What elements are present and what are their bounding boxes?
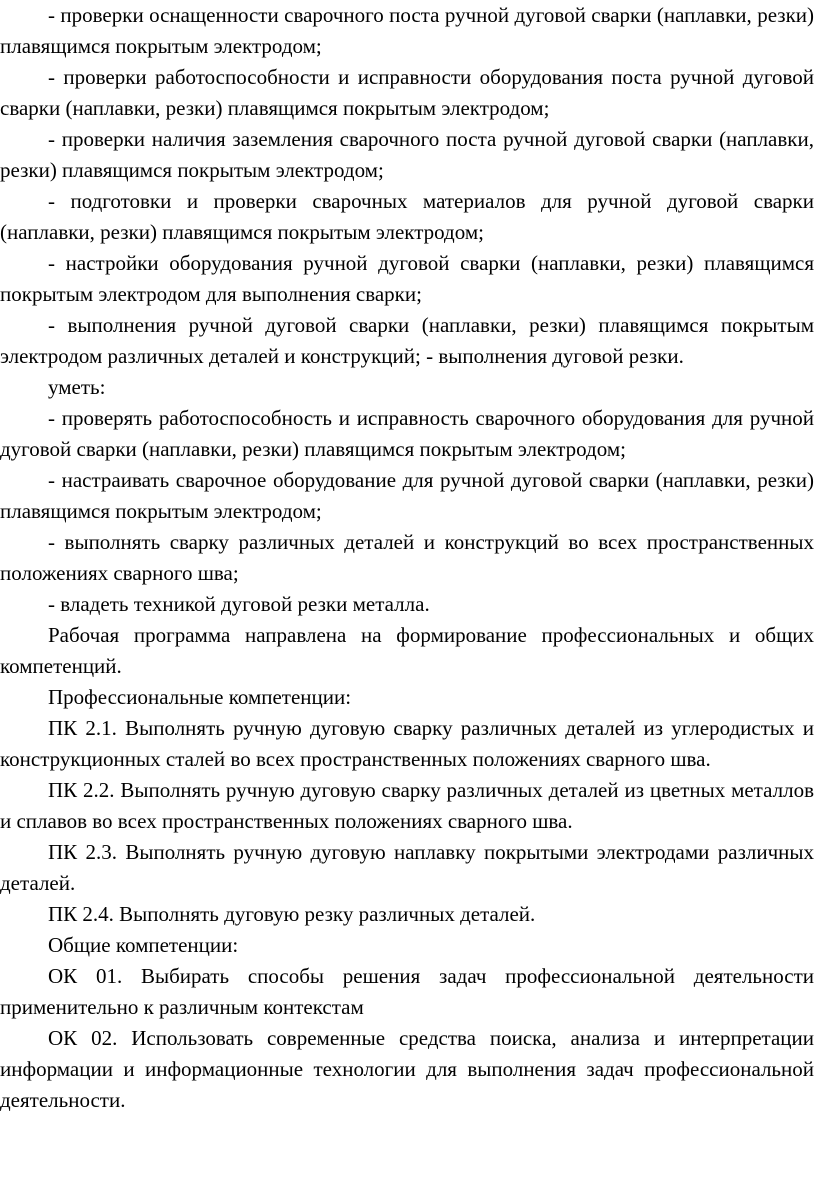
paragraph-general-competencies-heading: Общие компетенции: [48, 933, 239, 957]
paragraph-skill-setup-equipment: - настраивать сварочное оборудование для ручной дуговой сварки (наплавки, резки) плавящимся покрытым электродом; [0, 468, 814, 523]
paragraph-setup-equipment: - настройки оборудования ручной дуговой сварки (наплавки, резки) плавящимся покрытым электродом для выполнения сварки; [0, 251, 814, 306]
paragraph-ok-01: ОК 01. Выбирать способы решения задач профессиональной деятельности применительно к различным контекстам [0, 964, 814, 1019]
paragraph-professional-competencies-heading: Профессиональные компетенции: [48, 685, 352, 709]
paragraph-skill-welding-positions: - выполнять сварку различных деталей и конструкций во всех пространственных положениях сварного шва; [0, 530, 814, 585]
paragraph-skill-check-equipment: - проверять работоспособность и исправность сварочного оборудования для ручной дуговой сварки (наплавки, резки) плавящимся покрытым электродом; [0, 406, 814, 461]
paragraph-prepare-materials: - подготовки и проверки сварочных материалов для ручной дуговой сварки (наплавки, резки) плавящимся покрытым электродом; [0, 189, 814, 244]
paragraph-skills-heading: уметь: [48, 375, 106, 399]
paragraph-check-equipment: - проверки работоспособности и исправности оборудования поста ручной дуговой сварки (наплавки, резки) плавящимся покрытым электродом; [0, 65, 814, 120]
paragraph-program-aim: Рабочая программа направлена на формирование профессиональных и общих компетенций. [0, 623, 814, 678]
paragraph-check-grounding: - проверки наличия заземления сварочного поста ручной дуговой сварки (наплавки, резки) плавящимся покрытым электродом; [0, 127, 814, 182]
paragraph-perform-welding: - выполнения ручной дуговой сварки (наплавки, резки) плавящимся покрытым электродом различных деталей и конструкций; - выполнения дуговой резки. [0, 313, 814, 368]
paragraph-ok-02: ОК 02. Использовать современные средства поиска, анализа и интерпретации информации и информационные технологии для выполнения задач профессиональной деятельности. [0, 1026, 814, 1112]
paragraph-pk-2-3: ПК 2.3. Выполнять ручную дуговую наплавку покрытыми электродами различных деталей. [0, 840, 814, 895]
paragraph-pk-2-4: ПК 2.4. Выполнять дуговую резку различных деталей. [48, 902, 536, 926]
paragraph-pk-2-2: ПК 2.2. Выполнять ручную дуговую сварку различных деталей из цветных металлов и сплавов во всех пространственных положениях сварного шва. [0, 778, 814, 833]
paragraph-pk-2-1: ПК 2.1. Выполнять ручную дуговую сварку различных деталей из углеродистых и конструкционных сталей во всех пространственных положениях сварного шва. [0, 716, 814, 771]
paragraph-check-welding-post: - проверки оснащенности сварочного поста ручной дуговой сварки (наплавки, резки) плавящимся покрытым электродом; [0, 3, 814, 58]
paragraph-skill-cutting: - владеть техникой дуговой резки металла. [48, 592, 430, 616]
